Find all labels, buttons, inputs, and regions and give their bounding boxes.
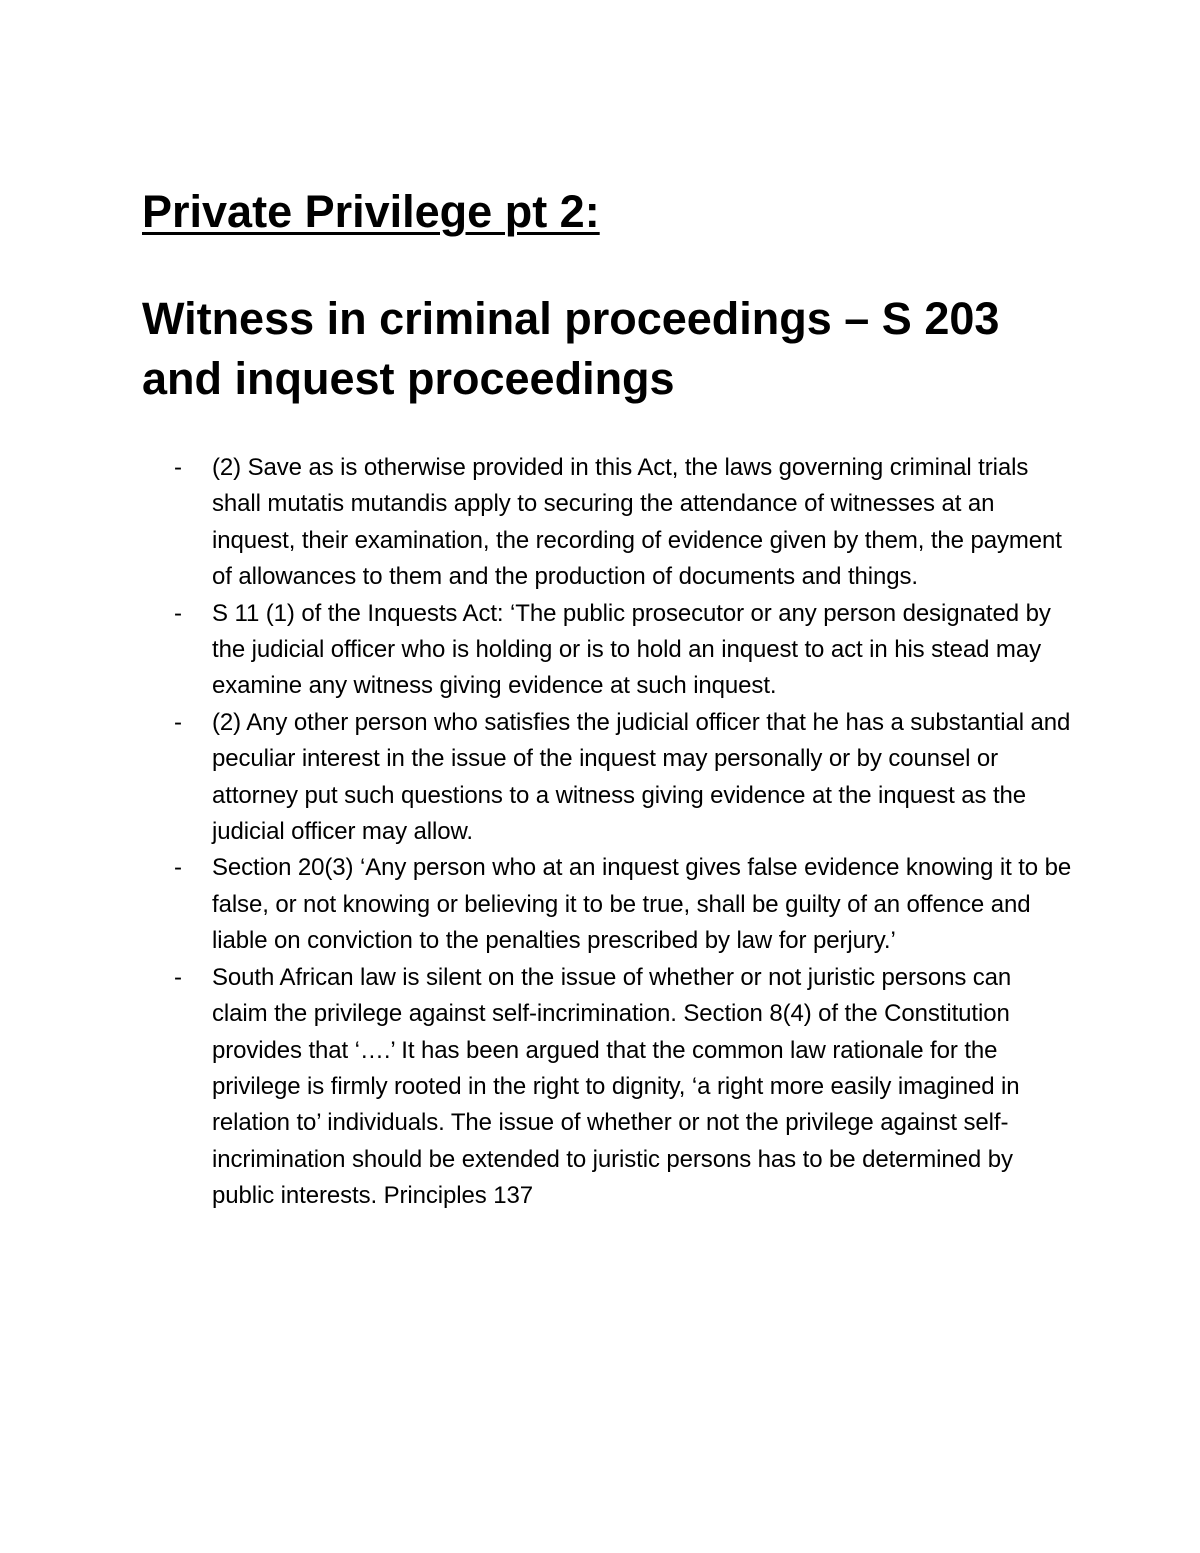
bullet-marker: - — [174, 708, 182, 736]
list-item — [0, 960, 1072, 1215]
bullet-marker: - — [174, 599, 182, 627]
list-item-text: (2) Any other person who satisfies the judicial officer that he has a substantial and peculiar interest in the issue of the inquest may personally or by counsel or attorney put such questions to a witness giving evidence at the inquest as the judicial officer may allow. — [212, 708, 1071, 846]
list-item-text: S 11 (1) of the Inquests Act: ‘The public prosecutor or any person designated by the judicial officer who is holding or is to hold an inquest to act in his stead may examine any witness giving evidence at such inquest. — [212, 599, 1051, 700]
bullet-marker: - — [174, 854, 182, 882]
list-item — [0, 596, 1072, 705]
list-item — [0, 450, 1072, 596]
list-item-text: South African law is silent on the issue of whether or not juristic persons can claim the privilege against self-incrimination. Section 8(4) of the Constitution provides that ‘….’ It has been argued that the common law rationale for the privilege is firmly rooted in the right to dignity, ‘a right more easily imagined in relation to’ individuals. The issue of whether or not the privilege against self-incrimination should be extended to juristic persons has to be determined by public interests. Principles 137 — [212, 963, 1020, 1210]
document-title: Private Privilege pt 2: — [142, 186, 600, 237]
bullet-list — [0, 450, 1072, 1215]
list-item-text: Section 20(3) ‘Any person who at an inquest gives false evidence knowing it to be false, or not knowing or believing it to be true, shall be guilty of an offence and liable on conviction to the penalties prescribed by law for perjury.’ — [212, 854, 1072, 955]
bullet-marker: - — [174, 963, 182, 991]
section-heading: Witness in criminal proceedings – S 203 and inquest proceedings — [142, 293, 1000, 404]
list-item — [0, 705, 1072, 851]
bullet-marker: - — [174, 454, 182, 481]
list-item-text: (2) Save as is otherwise provided in this Act, the laws governing criminal trials shall mutatis mutandis apply to securing the attendance of witnesses at an inquest, their examination, the recording of evidence given by them, the payment of allowances to them and the production of documents and things. — [212, 454, 1062, 591]
list-item — [0, 850, 1072, 959]
